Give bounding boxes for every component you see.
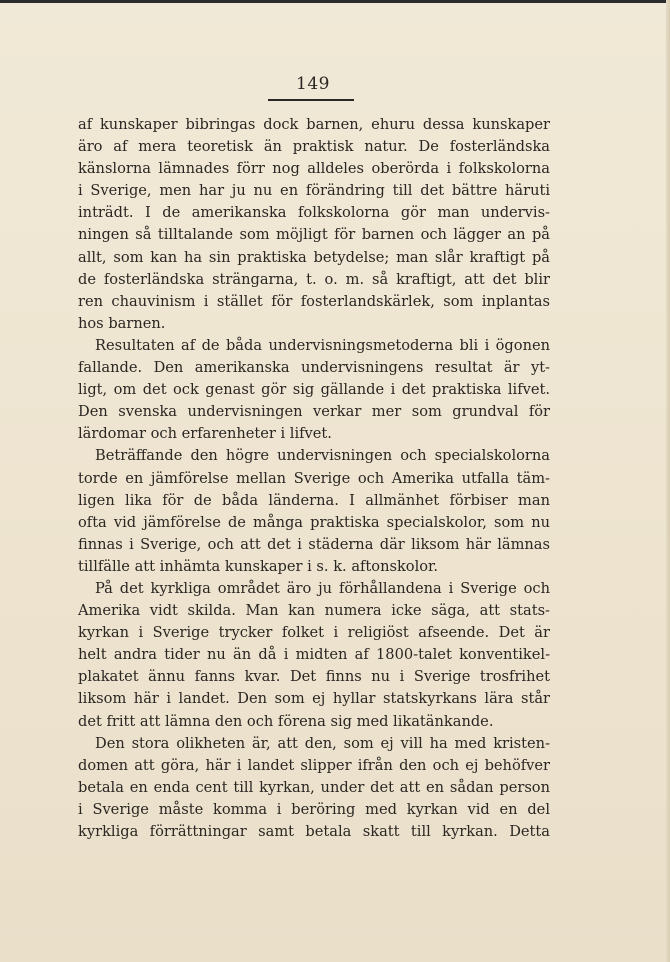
text-line: inträdt. I de amerikanska folkskolorna gör man undervis- [78,204,550,222]
text-line: På det kyrkliga området äro ju förhållandena i Sverige och [95,579,550,597]
text-line: äro af mera teoretisk än praktisk natur. De fosterländska [78,138,550,156]
text-line: i Sverige måste komma i beröring med kyrkan vid en del [78,800,550,818]
text-line: Den stora olikheten är, att den, som ej vill ha med kristen- [95,734,550,752]
text-line: i Sverige, men har ju nu en förändring till det bättre häruti [78,182,550,200]
text-line: Resultaten af de båda undervisningsmetoderna bli i ögonen [95,336,550,354]
text-line: ningen så tilltalande som möjligt för barnen och lägger an på [78,226,550,244]
text-line: liksom här i landet. Den som ej hyllar statskyrkans lära står [78,690,550,708]
text-line: det fritt att lämna den och förena sig med likatänkande. [78,712,494,730]
text-line: lärdomar och erfarenheter i lifvet. [78,425,332,443]
page-right-edge [666,0,670,962]
text-line: domen att göra, här i landet slipper ifrån den och ej behöfver [78,756,550,774]
page-number: 149 [296,74,330,94]
text-line: finnas i Sverige, och att det i städerna där liksom här lämnas [78,535,550,553]
page-number-rule [268,99,354,101]
text-line: kyrkliga förrättningar samt betala skatt till kyrkan. Detta [78,823,550,840]
text-line: de fosterländska strängarna, t. o. m. så kraftigt, att det blir [78,270,550,288]
text-line: af kunskaper bibringas dock barnen, ehuru dessa kunskaper [78,116,550,133]
scan-top-border [0,0,670,3]
text-line: torde en jämförelse mellan Sverige och Amerika utfalla täm- [78,469,550,487]
text-line: helt andra tider nu än då i midten af 1800-talet konventikel- [78,646,550,664]
text-line: Den svenska undervisningen verkar mer som grundval för [78,403,550,421]
text-line: fallande. Den amerikanska undervisningens resultat är yt- [78,359,550,377]
text-line: betala en enda cent till kyrkan, under det att en sådan person [78,778,550,796]
text-line: allt, som kan ha sin praktiska betydelse; man slår kraftigt på [78,248,550,266]
text-line: tillfälle att inhämta kunskaper i s. k. aftonskolor. [78,557,439,575]
text-line: ligen lika för de båda länderna. I allmänhet förbiser man [78,491,550,509]
text-line: Amerika vidt skilda. Man kan numera icke säga, att stats- [78,602,550,620]
text-line: ren chauvinism i stället för fosterlandskärlek, som inplantas [78,292,550,310]
text-line: ofta vid jämförelse de många praktiska specialskolor, som nu [78,513,550,531]
text-line: känslorna lämnades förr nog alldeles oberörda i folkskolorna [78,160,550,178]
text-line: plakatet ännu fanns kvar. Det finns nu i Sverige trosfrihet [78,668,550,686]
text-line: ligt, om det ock genast gör sig gällande i det praktiska lifvet. [78,381,550,399]
text-line: Beträffande den högre undervisningen och specialskolorna [95,447,550,465]
body-text [78,114,550,843]
text-line: kyrkan i Sverige trycker folket i religiöst afseende. Det är [78,624,550,642]
text-line: hos barnen. [78,314,166,332]
